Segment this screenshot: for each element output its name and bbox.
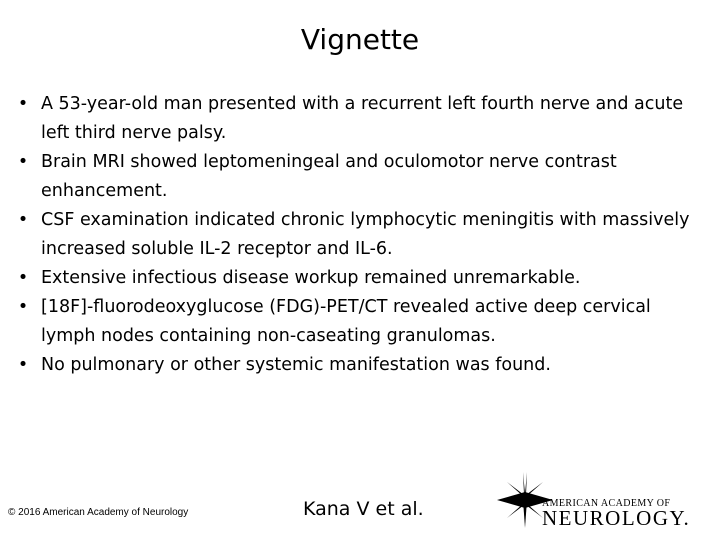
logo-text-line1: AMERICAN ACADEMY OF: [542, 498, 671, 509]
bullet-marker: •: [17, 297, 29, 317]
bullet-item: [14, 148, 704, 206]
bullet-item: [14, 351, 704, 380]
logo-text-line2: NEUROLOGY.: [542, 506, 691, 530]
aan-logo: [495, 470, 705, 530]
bullet-text: Extensive infectious disease workup remained unremarkable.: [41, 268, 581, 288]
bullet-marker: •: [17, 268, 29, 288]
slide-title: Vignette: [300, 23, 420, 56]
bullet-marker: •: [17, 94, 29, 114]
bullet-text: A 53-year-old man presented with a recurrent left fourth nerve and acute left third nerve palsy.: [41, 94, 684, 143]
bullet-item: [14, 90, 704, 148]
bullet-text: Brain MRI showed leptomeningeal and oculomotor nerve contrast enhancement.: [41, 152, 617, 201]
bullet-item: [14, 206, 704, 264]
bullet-list: [14, 90, 704, 380]
copyright-notice: © 2016 American Academy of Neurology: [8, 507, 189, 518]
bullet-text: No pulmonary or other systemic manifestation was found.: [41, 355, 551, 375]
bullet-item: [14, 264, 704, 293]
bullet-item: [14, 293, 704, 351]
bullet-marker: •: [17, 210, 29, 230]
bullet-text: CSF examination indicated chronic lymphocytic meningitis with massively increased soluble IL-2 receptor and IL-6.: [41, 210, 690, 259]
citation: Kana V et al.: [303, 498, 424, 520]
bullet-text: [18F]-fluorodeoxyglucose (FDG)-PET/CT revealed active deep cervical lymph nodes containing non-caseating granulomas.: [41, 297, 651, 346]
bullet-marker: •: [17, 152, 29, 172]
bullet-marker: •: [17, 355, 29, 375]
